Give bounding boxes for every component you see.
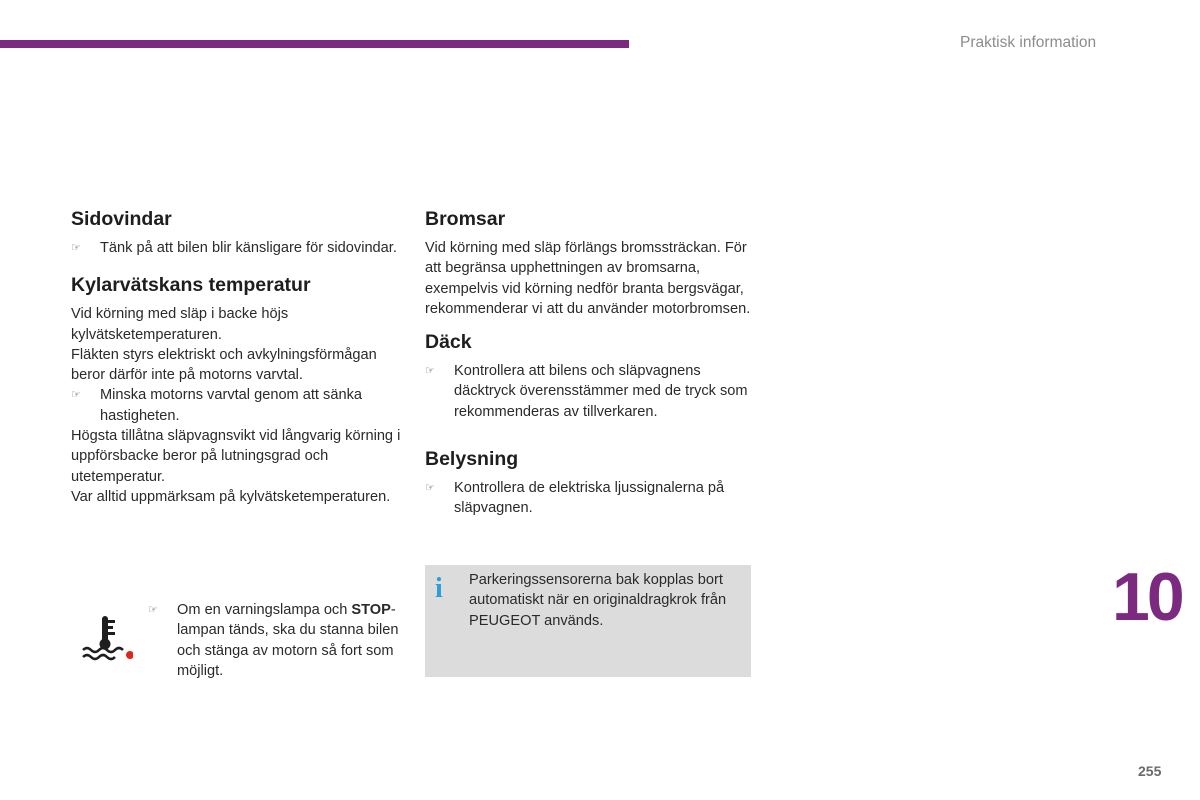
right-column [425, 206, 755, 519]
paragraph: Var alltid uppmärksam på kylvätsketemperaturen. [71, 488, 391, 505]
section-label: Praktisk information [960, 34, 1097, 51]
dack-list [425, 361, 755, 422]
belysning-list [425, 478, 755, 519]
left-column [71, 206, 406, 507]
info-icon: i [435, 573, 443, 604]
stop-label: STOP [351, 602, 391, 618]
bullet-icon: ☞ [71, 242, 81, 254]
bullet-icon: ☞ [425, 482, 435, 495]
list-item: ☞ Om en varningslampa och STOP-lampan tänds, ska du stanna bilen och stänga av motorn så fort som möjligt. [148, 602, 399, 679]
heading-kylarvatskans-temperatur: Kylarvätskans temperatur [71, 274, 311, 297]
paragraph: Vid körning med släp förlängs bromssträckan. För att begränsa upphettningen av bromsarna, exempelvis vid körning nedför branta bergsvägar, rekommenderar vi att du använder motorbromsen. [425, 240, 751, 317]
list-item: ☞ Kontrollera att bilens och släpvagnens däcktryck överensstämmer med de tryck som rekommenderas av tillverkaren. [425, 363, 748, 420]
list-item: ☞ Minska motorns varvtal genom att sänka hastigheten. [71, 387, 362, 424]
sidovindar-list [71, 238, 406, 258]
list-item: ☞ Tänk på att bilen blir känsligare för sidovindar. [71, 238, 406, 258]
paragraph: Fläkten styrs elektriskt och avkylningsförmågan beror därför inte på motorns varvtal. [71, 346, 377, 384]
paragraph: Högsta tillåtna släpvagnsvikt vid långvarig körning i uppförsbacke beror på lutningsgrad och utetemperatur. [71, 428, 401, 485]
chapter-number: 10 [1112, 559, 1182, 635]
heading-dack: Däck [425, 331, 472, 354]
info-box [425, 565, 751, 677]
paragraph: Vid körning med släp i backe höjs kylvätsketemperaturen. [71, 306, 289, 343]
warning-box [71, 598, 411, 688]
bullet-icon: ☞ [425, 365, 435, 378]
info-text: Parkeringssensorerna bak kopplas bort automatiskt när en originaldragkrok från PEUGEOT används. [469, 572, 727, 629]
warning-text [148, 600, 408, 681]
heading-sidovindar: Sidovindar [71, 208, 172, 230]
bullet-icon: ☞ [148, 604, 158, 616]
heading-bromsar: Bromsar [425, 208, 506, 230]
kylar-list [71, 385, 406, 426]
header-accent-bar [0, 40, 629, 48]
heading-belysning: Belysning [425, 448, 519, 471]
coolant-temperature-warning-icon [77, 614, 133, 662]
page-number: 255 [1138, 763, 1162, 779]
list-item: ☞ Kontrollera de elektriska ljussignalerna på släpvagnen. [425, 480, 725, 517]
bullet-icon: ☞ [71, 389, 81, 402]
